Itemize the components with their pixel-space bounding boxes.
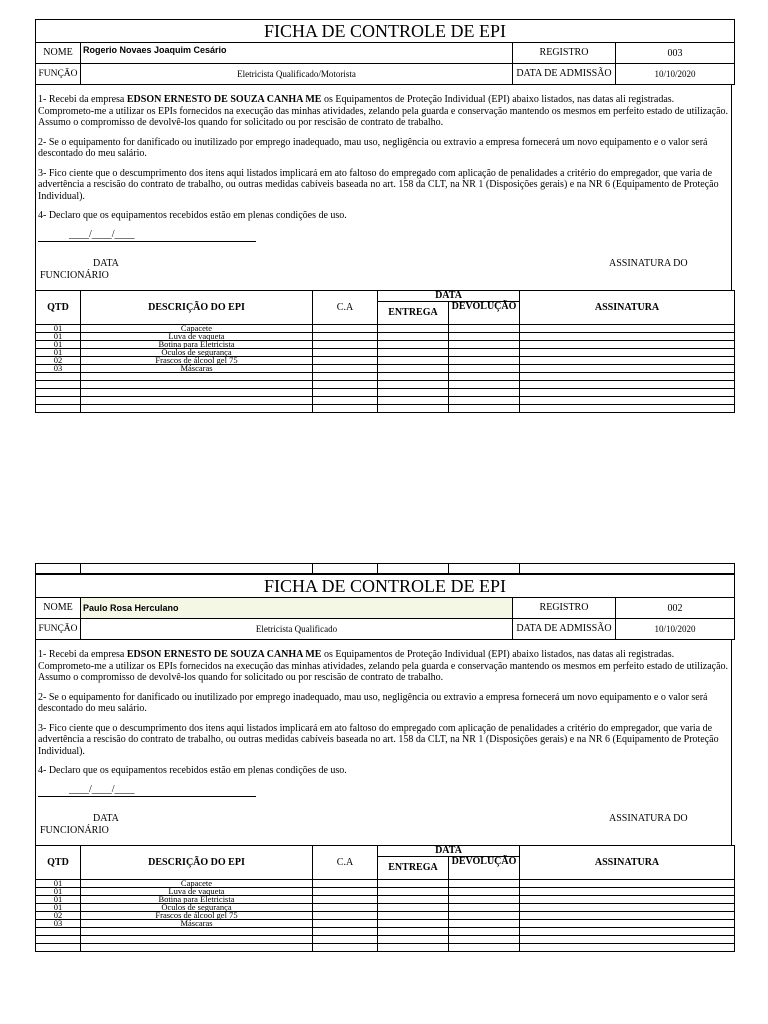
funcao-field[interactable]: Eletricista Qualificado/Motorista xyxy=(81,64,513,85)
sheet-title: FICHA DE CONTROLE DE EPI xyxy=(36,575,735,598)
ca-cell[interactable] xyxy=(313,356,378,364)
ca-cell[interactable] xyxy=(313,348,378,356)
col-desc: DESCRIÇÃO DO EPI xyxy=(81,290,313,324)
registro-field[interactable]: 002 xyxy=(616,598,735,619)
epi-items-table xyxy=(35,290,735,413)
table-row xyxy=(36,879,735,887)
admissao-label: DATA DE ADMISSÃO xyxy=(513,64,616,85)
devolucao-cell[interactable] xyxy=(449,356,520,364)
entrega-cell[interactable] xyxy=(378,887,449,895)
registro-label: REGISTRO xyxy=(513,598,616,619)
devolucao-cell[interactable] xyxy=(449,372,520,380)
terms-section xyxy=(35,85,732,290)
ca-cell[interactable] xyxy=(313,935,378,943)
qtd-cell[interactable]: 02 xyxy=(36,356,81,364)
funcao-label: FUNÇÃO xyxy=(36,64,81,85)
entrega-cell[interactable] xyxy=(378,388,449,396)
table-row xyxy=(36,887,735,895)
assinatura-cell[interactable] xyxy=(520,927,735,935)
table-row xyxy=(36,332,735,340)
table-row xyxy=(36,324,735,332)
qtd-cell[interactable]: 01 xyxy=(36,895,81,903)
table-row xyxy=(36,340,735,348)
entrega-cell[interactable] xyxy=(378,903,449,911)
col-entrega: ENTREGA xyxy=(378,301,449,324)
assinatura-cell[interactable] xyxy=(520,340,735,348)
ca-cell[interactable] xyxy=(313,879,378,887)
ca-cell[interactable] xyxy=(313,919,378,927)
entrega-cell[interactable] xyxy=(378,895,449,903)
ca-cell[interactable] xyxy=(313,911,378,919)
desc-cell[interactable]: Luva de vaqueta xyxy=(81,887,313,895)
desc-cell[interactable]: Luva de vaqueta xyxy=(81,332,313,340)
ca-cell[interactable] xyxy=(313,364,378,372)
ca-cell[interactable] xyxy=(313,324,378,332)
desc-cell[interactable]: Capacete xyxy=(81,879,313,887)
desc-cell[interactable] xyxy=(81,943,313,951)
devolucao-cell[interactable] xyxy=(449,879,520,887)
assinatura-cell[interactable] xyxy=(520,332,735,340)
desc-cell[interactable] xyxy=(81,380,313,388)
devolucao-cell[interactable] xyxy=(449,935,520,943)
ca-cell[interactable] xyxy=(313,396,378,404)
entrega-cell[interactable] xyxy=(378,911,449,919)
assinatura-do-label: ASSINATURA DO xyxy=(609,257,688,269)
funcionario-label: FUNCIONÁRIO xyxy=(40,269,109,281)
top-strip xyxy=(35,563,735,574)
company-name: EDSON ERNESTO DE SOUZA CANHA ME xyxy=(126,94,322,105)
col-ca: C.A xyxy=(313,845,378,879)
assinatura-cell[interactable] xyxy=(520,879,735,887)
devolucao-cell[interactable] xyxy=(449,324,520,332)
registro-label: REGISTRO xyxy=(513,43,616,64)
qtd-cell[interactable]: 01 xyxy=(36,879,81,887)
desc-cell[interactable] xyxy=(81,396,313,404)
nome-field[interactable]: Rogerio Novaes Joaquim Cesário xyxy=(81,43,513,64)
ca-cell[interactable] xyxy=(313,388,378,396)
qtd-cell[interactable] xyxy=(36,372,81,380)
qtd-cell[interactable]: 01 xyxy=(36,348,81,356)
devolucao-cell[interactable] xyxy=(449,895,520,903)
admissao-field[interactable]: 10/10/2020 xyxy=(616,619,735,640)
funcionario-label: FUNCIONÁRIO xyxy=(40,824,109,836)
desc-cell[interactable]: Máscaras xyxy=(81,364,313,372)
devolucao-cell[interactable] xyxy=(449,364,520,372)
col-entrega: ENTREGA xyxy=(378,856,449,879)
devolucao-cell[interactable] xyxy=(449,927,520,935)
sheet-header-table xyxy=(35,19,735,85)
table-row xyxy=(36,927,735,935)
assinatura-cell[interactable] xyxy=(520,911,735,919)
funcao-field[interactable]: Eletricista Qualificado xyxy=(81,619,513,640)
assinatura-cell[interactable] xyxy=(520,935,735,943)
table-row xyxy=(36,911,735,919)
qtd-cell[interactable]: 03 xyxy=(36,364,81,372)
epi-sheet-2 xyxy=(35,574,734,952)
desc-cell[interactable] xyxy=(81,927,313,935)
col-devolucao: DEVOLUÇÃO xyxy=(449,856,520,879)
desc-cell[interactable]: Oculos de segurança xyxy=(81,903,313,911)
devolucao-cell[interactable] xyxy=(449,887,520,895)
qtd-cell[interactable] xyxy=(36,404,81,412)
entrega-cell[interactable] xyxy=(378,324,449,332)
qtd-cell[interactable] xyxy=(36,943,81,951)
devolucao-cell[interactable] xyxy=(449,404,520,412)
devolucao-cell[interactable] xyxy=(449,388,520,396)
nome-label: NOME xyxy=(36,598,81,619)
qtd-cell[interactable] xyxy=(36,396,81,404)
ca-cell[interactable] xyxy=(313,887,378,895)
epi-sheet-1 xyxy=(35,19,734,413)
assinatura-cell[interactable] xyxy=(520,887,735,895)
desc-cell[interactable] xyxy=(81,388,313,396)
company-name: EDSON ERNESTO DE SOUZA CANHA ME xyxy=(126,649,322,660)
entrega-cell[interactable] xyxy=(378,943,449,951)
ca-cell[interactable] xyxy=(313,332,378,340)
desc-cell[interactable] xyxy=(81,372,313,380)
assinatura-cell[interactable] xyxy=(520,372,735,380)
ca-cell[interactable] xyxy=(313,895,378,903)
entrega-cell[interactable] xyxy=(378,364,449,372)
entrega-cell[interactable] xyxy=(378,356,449,364)
table-row xyxy=(36,372,735,380)
ca-cell[interactable] xyxy=(313,340,378,348)
table-row xyxy=(36,356,735,364)
table-row xyxy=(36,380,735,388)
entrega-cell[interactable] xyxy=(378,919,449,927)
nome-label: NOME xyxy=(36,43,81,64)
col-assinatura: ASSINATURA xyxy=(520,290,735,324)
desc-cell[interactable]: Máscaras xyxy=(81,919,313,927)
assinatura-cell[interactable] xyxy=(520,404,735,412)
qtd-cell[interactable]: 02 xyxy=(36,911,81,919)
sheet-header-table xyxy=(35,574,735,640)
funcao-label: FUNÇÃO xyxy=(36,619,81,640)
assinatura-cell[interactable] xyxy=(520,903,735,911)
qtd-cell[interactable]: 01 xyxy=(36,887,81,895)
assinatura-cell[interactable] xyxy=(520,943,735,951)
term-2: 2- Se o equipamento for danificado ou inutilizado por emprego inadequado, mau uso, negligência ou extravio a empresa fornecerá um novo equipamento e o valor será descontado do meu salário. xyxy=(38,691,708,714)
admissao-field[interactable]: 10/10/2020 xyxy=(616,64,735,85)
signature-line xyxy=(38,241,256,242)
assinatura-cell[interactable] xyxy=(520,919,735,927)
devolucao-cell[interactable] xyxy=(449,348,520,356)
qtd-cell[interactable] xyxy=(36,380,81,388)
assinatura-cell[interactable] xyxy=(520,356,735,364)
desc-cell[interactable]: Oculos de segurança xyxy=(81,348,313,356)
epi-items-table xyxy=(35,845,735,952)
data-label: DATA xyxy=(93,812,119,824)
ca-cell[interactable] xyxy=(313,927,378,935)
ca-cell[interactable] xyxy=(313,903,378,911)
desc-cell[interactable] xyxy=(81,935,313,943)
qtd-cell[interactable] xyxy=(36,927,81,935)
desc-cell[interactable]: Botina para Eletricista xyxy=(81,895,313,903)
term-2: 2- Se o equipamento for danificado ou inutilizado por emprego inadequado, mau uso, negligência ou extravio a empresa fornecerá um novo equipamento e o valor será descontado do meu salário. xyxy=(38,136,708,159)
qtd-cell[interactable] xyxy=(36,935,81,943)
devolucao-cell[interactable] xyxy=(449,911,520,919)
table-row xyxy=(36,396,735,404)
date-blank: ____/____/____ xyxy=(69,228,135,240)
table-row xyxy=(36,348,735,356)
term-4: 4- Declaro que os equipamentos recebidos estão em plenas condições de uso. xyxy=(38,765,347,776)
col-ca: C.A xyxy=(313,290,378,324)
entrega-cell[interactable] xyxy=(378,348,449,356)
assinatura-cell[interactable] xyxy=(520,396,735,404)
assinatura-cell[interactable] xyxy=(520,364,735,372)
qtd-cell[interactable]: 01 xyxy=(36,340,81,348)
assinatura-cell[interactable] xyxy=(520,324,735,332)
table-row xyxy=(36,943,735,951)
devolucao-cell[interactable] xyxy=(449,919,520,927)
sheet-title: FICHA DE CONTROLE DE EPI xyxy=(36,20,735,43)
col-assinatura: ASSINATURA xyxy=(520,845,735,879)
assinatura-cell[interactable] xyxy=(520,348,735,356)
table-row xyxy=(36,935,735,943)
entrega-cell[interactable] xyxy=(378,396,449,404)
qtd-cell[interactable]: 03 xyxy=(36,919,81,927)
col-data: DATA xyxy=(378,290,520,301)
admissao-label: DATA DE ADMISSÃO xyxy=(513,619,616,640)
data-label: DATA xyxy=(93,257,119,269)
term-1: 1- Recebi da empresa EDSON ERNESTO DE SOUZA CANHA ME os Equipamentos de Proteção Individual (EPI) abaixo listados, nas datas ali registradas. Comprometo-me a utilizar os EPIs fornecidos na execução das minhas atividades, zelando pela guarda e conservação mantendo os mesmos em perfeito estado de utilização. Assumo o compromisso de devolvê-los quando for solicitado ou por rescisão de contrato de trabalho. xyxy=(38,94,729,128)
desc-cell[interactable] xyxy=(81,404,313,412)
desc-cell[interactable]: Capacete xyxy=(81,324,313,332)
desc-cell[interactable]: Frascos de álcool gel 75 xyxy=(81,356,313,364)
col-desc: DESCRIÇÃO DO EPI xyxy=(81,845,313,879)
devolucao-cell[interactable] xyxy=(449,903,520,911)
entrega-cell[interactable] xyxy=(378,935,449,943)
assinatura-cell[interactable] xyxy=(520,895,735,903)
desc-cell[interactable]: Frascos de álcool gel 75 xyxy=(81,911,313,919)
entrega-cell[interactable] xyxy=(378,332,449,340)
ca-cell[interactable] xyxy=(313,380,378,388)
table-row xyxy=(36,895,735,903)
table-row xyxy=(36,919,735,927)
entrega-cell[interactable] xyxy=(378,380,449,388)
devolucao-cell[interactable] xyxy=(449,380,520,388)
date-blank: ____/____/____ xyxy=(69,783,135,795)
qtd-cell[interactable] xyxy=(36,388,81,396)
devolucao-cell[interactable] xyxy=(449,943,520,951)
entrega-cell[interactable] xyxy=(378,927,449,935)
qtd-cell[interactable]: 01 xyxy=(36,324,81,332)
registro-field[interactable]: 003 xyxy=(616,43,735,64)
term-4: 4- Declaro que os equipamentos recebidos estão em plenas condições de uso. xyxy=(38,210,347,221)
ca-cell[interactable] xyxy=(313,372,378,380)
entrega-cell[interactable] xyxy=(378,879,449,887)
term-3: 3- Fico ciente que o descumprimento dos itens aqui listados implicará em ato faltoso do empregado com aplicação de penalidades a critério do empregador, que varia de advertência a rescisão do contrato de trabalho, ou outras medidas cabíveis baseada no art. 158 da CLT, na NR 1 (Disposições gerais) e na NR 6 (Equipamento de Proteção Individual). xyxy=(38,722,719,757)
devolucao-cell[interactable] xyxy=(449,340,520,348)
col-qtd: QTD xyxy=(36,290,81,324)
qtd-cell[interactable]: 01 xyxy=(36,903,81,911)
assinatura-do-label: ASSINATURA DO xyxy=(609,812,688,824)
signature-line xyxy=(38,796,256,797)
entrega-cell[interactable] xyxy=(378,340,449,348)
ca-cell[interactable] xyxy=(313,943,378,951)
term-1: 1- Recebi da empresa EDSON ERNESTO DE SOUZA CANHA ME os Equipamentos de Proteção Individual (EPI) abaixo listados, nas datas ali registradas. Comprometo-me a utilizar os EPIs fornecidos na execução das minhas atividades, zelando pela guarda e conservação mantendo os mesmos em perfeito estado de utilização. Assumo o compromisso de devolvê-los quando for solicitado ou por rescisão de contrato de trabalho. xyxy=(38,649,729,683)
entrega-cell[interactable] xyxy=(378,404,449,412)
term-3: 3- Fico ciente que o descumprimento dos itens aqui listados implicará em ato faltoso do empregado com aplicação de penalidades a critério do empregador, que varia de advertência a rescisão do contrato de trabalho, ou outras medidas cabíveis baseada no art. 158 da CLT, na NR 1 (Disposições gerais) e na NR 6 (Equipamento de Proteção Individual). xyxy=(38,167,719,202)
col-qtd: QTD xyxy=(36,845,81,879)
devolucao-cell[interactable] xyxy=(449,396,520,404)
terms-section xyxy=(35,640,732,845)
assinatura-cell[interactable] xyxy=(520,380,735,388)
devolucao-cell[interactable] xyxy=(449,332,520,340)
qtd-cell[interactable]: 01 xyxy=(36,332,81,340)
assinatura-cell[interactable] xyxy=(520,388,735,396)
table-row xyxy=(36,364,735,372)
table-row xyxy=(36,404,735,412)
table-row xyxy=(36,903,735,911)
ca-cell[interactable] xyxy=(313,404,378,412)
desc-cell[interactable]: Botina para Eletricista xyxy=(81,340,313,348)
table-row xyxy=(36,388,735,396)
col-data: DATA xyxy=(378,845,520,856)
entrega-cell[interactable] xyxy=(378,372,449,380)
nome-field[interactable]: Paulo Rosa Herculano xyxy=(81,598,513,619)
col-devolucao: DEVOLUÇÃO xyxy=(449,301,520,324)
